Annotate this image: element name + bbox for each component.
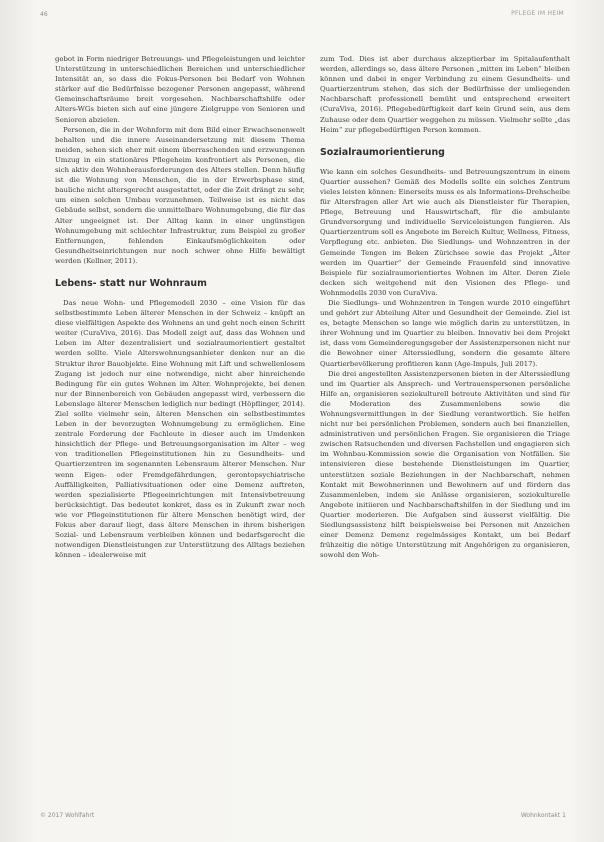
running-title: PFLEGE IM HEIM — [511, 10, 564, 17]
section-heading: Lebens- statt nur Wohnraum — [55, 277, 207, 289]
footer-copyright: © 2017 Wohlfahrt — [40, 812, 95, 819]
paragraph: Die Siedlungs- und Wohnzentren in Tengen wurde 2010 eingeführt und gehört zur Abteilung Alter und Gesundheit der Gemeinde. Ziel ist es, betagte Menschen so lange wie möglich darin zu unterstützen, in ihrer Wohnung und im Quartier zu bleiben. Innovativ bei dem Projekt ist, dass vom Gemeinderegungsgeber der Assistenzpersonen nicht nur die Bewohner einer Alterssiedlung, sondern die gesamte ältere Quartierbevölkerung profitieren kann (Age-Impuls, Juli 2017). — [320, 298, 570, 368]
paragraph: Wie kann ein solches Gesundheits- und Betreuungszentrum in einem Quartier aussehen? Gemäß des Modells sollte ein solches Zentrum vieles leisten können: Einerseits muss es als Informations-Drehscheibe für Altersfragen aller Art wie auch als Dienstleister für Therapien, Pflege, Betreuung und Hauswirtschaft, für die ambulante Grundversorgung und individuelle Serviceleistungen fungieren. Als Quartierzentrum soll es Angebote im Bereich Kultur, Wellness, Fitness, Verpflegung etc. anbieten. Die Siedlungs- und Wohnzentren in der Gemeinde Tengen im Beken Zürichsee sowie das Projekt „Älter werden im Quartier“ der Gemeinde Frauenfeld sind innovative Beispiele für sozialraumorientiertes Wohnen im Alter. Deren Ziele decken sich weitgehend mit den Visionen des Pflege- und Wohnmodells 2030 von CuraViva. — [320, 167, 570, 297]
right-column — [320, 54, 570, 560]
paragraph: Personen, die in der Wohnform mit dem Bild einer Erwachsenenwelt behalten und die innere Auseinandersetzung mit diesem Thema meiden, sehen sich eher mit einem überraschenden und erzwungenen Umzug in ein stationäres Pflegeheim konfrontiert als Personen, die sich aktiv den Wohnherausforderungen des Alters stellen. Denn häufig ist die Wohnung von Menschen, die in der Erwerbsphase sind, bauliche nicht altersgerecht ausgestattet, oder die Zeit drängt zu sehr, um einen solchen Umbau vorzunehmen. Teilweise ist es nicht das Gebäude selbst, sondern die unmittelbare Wohnumgebung, die für das Alter ungeeignet ist. Der Alltag kann in einer ungünstigen Wohnumgebung mit schlechter Infrastruktur, zum Beispiel zu großer Entfernungen, fehlenden Einkaufsmöglichkeiten oder Gesundheitseinrichtungen nur noch schwer ohne Hilfe bewältigt werden (Kellner, 2011). — [55, 125, 305, 265]
paragraph: Das neue Wohn- und Pflegemodell 2030 – eine Vision für das selbstbestimmte Leben älterer Menschen in der Schweiz – knüpft an diese vielfältigen Aspekte des Wohnens an und geht noch einen Schritt weiter (CuraViva, 2016). Das Modell zeigt auf, dass das Wohnen und Leben im Alter dezentralisiert und sozialraumorientiert gestaltet werden sollte. Viele Alterswohnungsanbieter denken nur an die Struktur ihrer Bauobjekte. Eine Wohnung mit Lift und schwellenlosem Zugang ist jedoch nur eine notwendige, nicht aber hinreichende Bedingung für ein gutes Wohnen im Alter. Wohnprojekte, bei denen nur der Binnenbereich von Gebäuden angepasst wird, verbessern die Lebenslage älterer Menschen lediglich nur bedingt (Höpflinger, 2014). Ziel sollte vielmehr sein, älteren Menschen ein selbstbestimmtes Leben in der bevorzugten Wohnumgebung zu ermöglichen. Eine zentrale Forderung der Fachleute in dieser auch im Umdenken hinsichtlich der Pflege- und Betreuungsorganisation im Alter – weg von traditionellen Pflegeinstitutionen hin zu Gesundheits- und Quartierzentren im sogenannten Lebensraum älterer Menschen. Nur wenn Eigen- oder Fremdgefährdungen, gerontopsychiatrische Auffälligkeiten, Palliativsituationen oder eine Demenz auftreten, werden spezialisierte Pflegeeinrichtungen mit Intensivbetreuung berücksichtigt. Das bedeutet konkret, dass es in Zukunft zwar noch wie vor Pflegeinstitutionen für ältere Menschen benötigt wird, der Fokus aber darauf liegt, dass ältere Menschen in ihrem bisherigen Sozial- und Lebensraum verbleiben können und bedarfsgerecht die notwendigen Dienstleistungen zur Unterstützung des Alltags beziehen können – idealerweise mit — [55, 298, 305, 560]
paragraph: Die drei angestellten Assistenzpersonen bieten in der Alterssiedlung und im Quartier als Ansprech- und Vertrauenspersonen persönliche Hilfe an, organisieren soziokulturell betreute Aktivitäten und sind für die Moderation des Zusammenlebens sowie die Wohnungsvermittlungen in der Siedlung verantwortlich. Sie helfen nicht nur bei persönlichen Problemen, sondern auch bei finanziellen, administrativen und persönlichen Fragen. Sie organisieren die Triage zwischen Ratsuchenden und diversen Fachstellen und engagieren sich im Wohnbau-Kommission sowie die Organisation von Notfällen. Sie intensivieren diese bestehende Dienstleistungen im Quartier, unterstützen soziale Beziehungen in der Nachbarschaft, nehmen Kontakt mit Bewohnerinnen und Bewohnern auf und fördern das Zusammenleben, indem sie Anlässe organisieren, soziokulturelle Angebote initiieren und Nachbarschaftshilfen in der Siedlung und im Quartier moderieren. Die Aufgaben sind äusserst vielfältig. Die Siedlungsassistenz hilft beispielsweise bei Personen mit Anzeichen einer Demenz Demenz regelmässiges Kontakt, um bei Bedarf frühzeitig die nötige Unterstützung mit Angehörigen zu organisieren, sowohl den Woh- — [320, 369, 570, 560]
paragraph: gebot in Form niedriger Betreuungs- und Pflegeleistungen und leichter Unterstützung in unterschiedlichen Bereichen und unterschiedlicher Intensität an, so dass die Fokus-Personen bei Bedarf von Wohnen stärker auf die Bedürfnisse bezogener Personen angepasst, während Gemeinschaftsräume breit vorgesehen. Nachbarschaftshilfe oder Alters-WGs bieten sich auf eine jüngere Zielgruppe von Senioren und Senioren abzielen. — [55, 55, 305, 124]
page-number: 46 — [40, 11, 48, 18]
paragraph: zum Tod. Dies ist aber durchaus akzeptierbar im Spitalaufenthalt werden, allerdings so, dass ältere Personen „mitten im Leben“ bleiben können und dabei in enger Verbindung zu einem Gesundheits- und Quartierzentrum stehen, das sich der Bedürfnisse der umliegenden Nachbarschaft professionell bemüht und entsprechend erweitert (CuraViva, 2016). Pflegebedürftigkeit darf kein Grund sein, aus dem Zuhause oder dem Quartier weggehen zu müssen. Vielmehr sollte „das Heim“ zur pflegebedürftigen Person kommen. — [320, 55, 570, 134]
section-heading: Sozialraumorientierung — [320, 146, 445, 158]
left-column — [55, 54, 305, 560]
footer-issue: Wohnkontakt 1 — [520, 812, 566, 819]
